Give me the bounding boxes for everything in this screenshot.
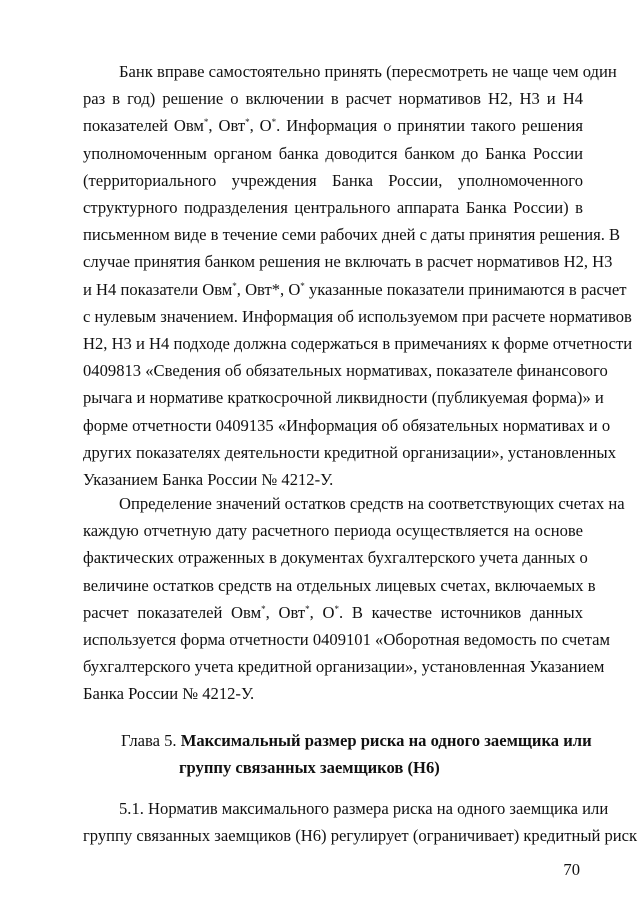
text-line: рычага и нормативе краткосрочной ликвидности (публикуемая форма)» и [83,388,604,408]
text-line: уполномоченным органом банка доводится банком до Банка России [83,143,583,163]
chapter-heading [83,727,592,781]
paragraph-2 [83,490,625,708]
text-line: раз в год) решение о включении в расчет нормативов Н2, Н3 и Н4 [83,89,583,109]
text-line: Определение значений остатков средств на соответствующих счетах на [119,494,625,513]
text-line: с нулевым значением. Информация об используемом при расчете нормативов [83,306,632,326]
text-line: Указанием Банка России № 4212-У. [83,470,334,490]
text-line: Банка России № 4212-У. [83,684,255,704]
chapter-heading-line [83,754,583,781]
text-line: группу связанных заемщиков (Н6) регулирует (ограничивает) кредитный риск [83,826,638,846]
text-line: случае принятия банком решения не включать в расчет нормативов Н2, Н3 [83,252,613,272]
chapter-title: Максимальный размер риска на одного заемщика или [180,731,592,750]
text-line: каждую отчетную дату расчетного периода осуществляется на основе [83,521,583,541]
text-line: и Н4 показатели Овм*, Овт*, О* указанные показатели принимаются в расчет [83,279,627,299]
page-number: 70 [563,860,580,879]
text-line: форме отчетности 0409135 «Информация об обязательных нормативах и о [83,415,611,435]
text-line: структурного подразделения центрального аппарата Банка России) в [83,198,583,218]
text-line: расчет показателей Овм*, Овт*, О*. В качестве источников данных [83,602,583,622]
text-line: письменном виде в течение семи рабочих дней с даты принятия решения. В [83,225,621,245]
text-line: других показателях деятельности кредитной организации», установленных [83,442,617,462]
paragraph-3 [83,795,638,849]
text-line: (территориального учреждения Банка России, уполномоченного [83,170,583,190]
paragraph-1 [83,58,633,493]
text-line: Н2, Н3 и Н4 подходе должна содержаться в примечаниях к форме отчетности [83,334,633,354]
chapter-title: группу связанных заемщиков (Н6) [179,758,440,778]
chapter-number: Глава 5. [121,731,181,750]
text-line: 5.1. Норматив максимального размера риска на одного заемщика или [119,799,609,818]
chapter-heading-line [83,727,592,754]
text-line: величине остатков средств на отдельных лицевых счетах, включаемых в [83,575,596,595]
text-line: Банк вправе самостоятельно принять (пересмотреть не чаще чем один [119,62,617,81]
text-line: бухгалтерского учета кредитной организации», установленная Указанием [83,657,605,677]
text-line: фактических отраженных в документах бухгалтерского учета данных о [83,548,588,568]
text-line: показателей Овм*, Овт*, О*. Информация о принятии такого решения [83,116,583,136]
text-line: 0409813 «Сведения об обязательных нормативах, показателе финансового [83,361,608,381]
text-line: используется форма отчетности 0409101 «Оборотная ведомость по счетам [83,630,610,650]
